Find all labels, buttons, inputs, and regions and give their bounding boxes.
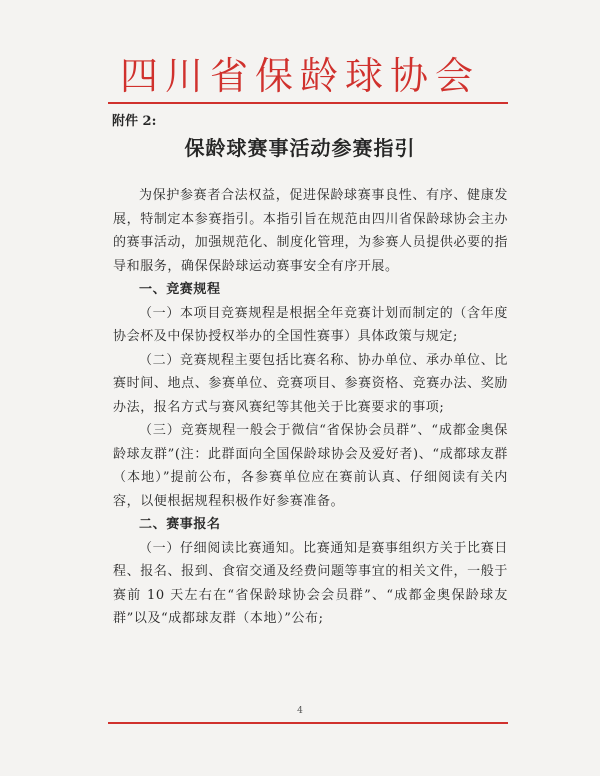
rules-item-2: （二）竞赛规程主要包括比赛名称、协办单位、承办单位、比赛时间、地点、参赛单位、竞赛项目、参赛资格、竞赛办法、奖励办法，报名方式与赛风赛纪等其他关于比赛要求的事项; <box>113 352 508 415</box>
rules-item-3: （三）竞赛规程一般会于微信“省保协会员群”、“成都金奥保龄球友群”(注：此群面向全国保龄球协会及爱好者)、“成都球友群（本地）”提前公布，各参赛单位应在赛前认真、仔细阅读有关内容，以便根据规程积极作好参赛准备。 <box>113 423 508 509</box>
section-heading-registration: 二、赛事报名 <box>139 517 221 532</box>
letterhead-org-name: 四川省保龄球协会 <box>119 54 480 98</box>
letterhead-top-rule <box>108 102 508 104</box>
attachment-label: 附件 2: <box>112 114 157 129</box>
rules-item-1: （一）本项目竞赛规程是根据全年竞赛计划而制定的（含年度协会杯及中保协授权举办的全国性赛事）具体政策与规定; <box>113 305 508 344</box>
intro-paragraph: 为保护参赛者合法权益，促进保龄球赛事良性、有序、健康发展，特制定本参赛指引。本指引旨在规范由四川省保龄球协会主办的赛事活动，加强规范化、制度化管理，为参赛人员提供必要的指导和服务，确保保龄球运动赛事安全有序开展。 <box>113 188 508 274</box>
registration-item-1: （一）仔细阅读比赛通知。比赛通知是赛事组织方关于比赛日程、报名、报到、食宿交通及经费问题等事宜的相关文件，一般于赛前 10 天左右在“省保龄球协会会员群”、“成都金奥保龄球友群”以及“成都球友群（本地）”公布; <box>113 540 508 626</box>
section-heading-rules: 一、竞赛规程 <box>139 282 221 297</box>
document-body <box>113 184 508 631</box>
document-title: 保龄球赛事活动参赛指引 <box>184 136 416 160</box>
page-number: 4 <box>297 706 303 716</box>
footer-rule <box>108 722 508 724</box>
